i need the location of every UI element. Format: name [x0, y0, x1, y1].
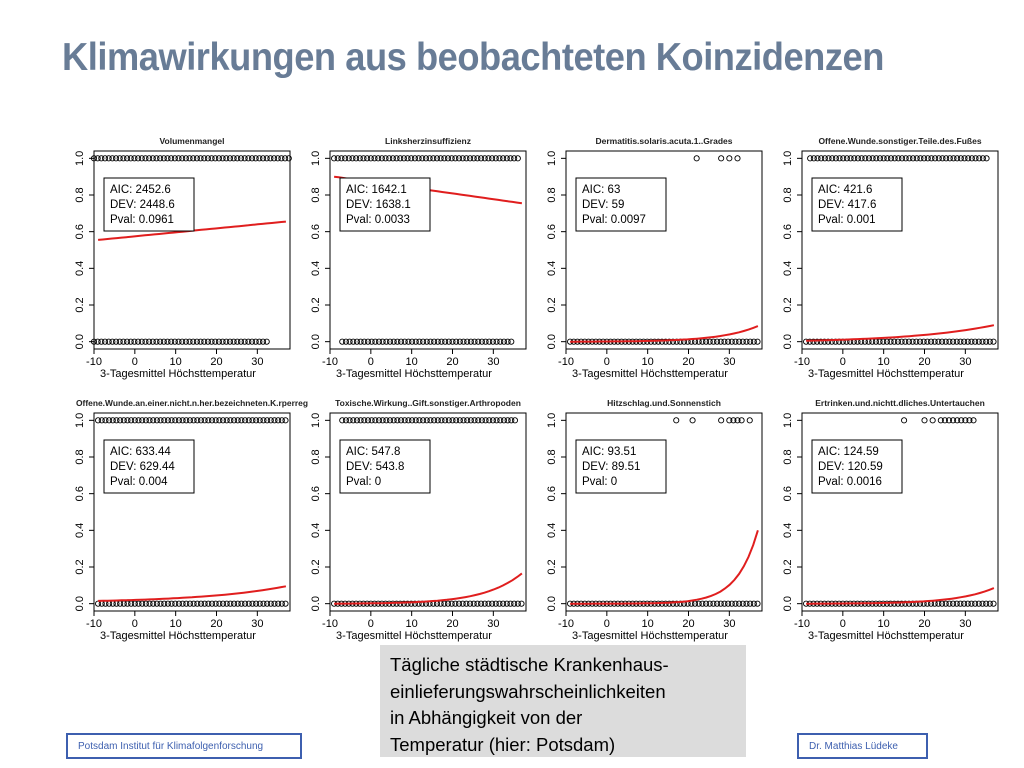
- y-tick-label: 0.4: [74, 522, 86, 538]
- y-tick-label: 0.8: [546, 449, 558, 465]
- y-tick-label: 0.6: [782, 224, 794, 240]
- chart-title: Hitzschlag.und.Sonnenstich: [607, 398, 721, 408]
- y-tick-label: 0.0: [74, 334, 86, 350]
- footer-institute: Potsdam Institut für Klimafolgenforschung: [66, 733, 302, 759]
- y-tick-label: 1.0: [310, 150, 322, 166]
- x-tick-label: 30: [251, 618, 264, 630]
- data-point: [674, 418, 679, 423]
- y-tick-label: 0.6: [782, 486, 794, 502]
- x-tick-label: 30: [723, 618, 736, 630]
- data-point: [519, 601, 524, 606]
- y-tick-label: 0.0: [310, 596, 322, 612]
- chart-svg: [536, 389, 772, 651]
- x-tick-label: 30: [959, 618, 972, 630]
- y-tick-label: 0.8: [74, 187, 86, 203]
- stats-line: DEV: 417.6: [818, 199, 877, 211]
- stats-line: Pval: 0.001: [818, 214, 876, 226]
- y-tick-label: 0.0: [74, 596, 86, 612]
- stats-line: DEV: 629.44: [110, 461, 175, 473]
- stats-line: AIC: 421.6: [818, 184, 873, 196]
- y-tick-label: 0.6: [310, 224, 322, 240]
- stats-line: DEV: 59: [582, 199, 625, 211]
- stats-line: Pval: 0: [346, 476, 382, 488]
- x-tick-label: -10: [86, 356, 102, 368]
- chart-svg: [300, 389, 536, 651]
- chart-panel-offene-wunde-koerperregion: [64, 389, 308, 651]
- stats-line: Pval: 0.004: [110, 476, 168, 488]
- fit-line: [98, 586, 286, 601]
- chart-title: Dermatitis.solaris.acuta.1..Grades: [595, 136, 733, 146]
- y-tick-label: 0.0: [782, 596, 794, 612]
- chart-panel-ertrinken: [772, 389, 1008, 651]
- chart-svg: [772, 389, 1008, 651]
- y-tick-label: 0.6: [310, 486, 322, 502]
- x-tick-label: 0: [603, 356, 610, 368]
- y-tick-label: 0.4: [310, 522, 322, 538]
- y-tick-label: 0.2: [310, 297, 322, 313]
- y-tick-label: 1.0: [310, 412, 322, 428]
- x-tick-label: 20: [446, 618, 459, 630]
- stats-line: AIC: 633.44: [110, 446, 171, 458]
- stats-line: DEV: 543.8: [346, 461, 405, 473]
- y-tick-label: 0.2: [310, 559, 322, 575]
- y-tick-label: 1.0: [74, 150, 86, 166]
- fit-line: [334, 573, 522, 603]
- y-tick-label: 0.8: [310, 187, 322, 203]
- data-point: [512, 418, 517, 423]
- chart-title: Offene.Wunde.sonstiger.Teile.des.Fußes: [818, 136, 982, 146]
- stats-line: AIC: 547.8: [346, 446, 401, 458]
- footer-author: Dr. Matthias Lüdeke: [797, 733, 928, 759]
- y-tick-label: 0.0: [546, 596, 558, 612]
- chart-svg: [772, 127, 1008, 389]
- y-tick-label: 0.4: [74, 260, 86, 276]
- y-tick-label: 0.8: [546, 187, 558, 203]
- fit-line: [570, 530, 758, 603]
- x-axis-label: 3-Tagesmittel Höchsttemperatur: [572, 368, 728, 380]
- data-point: [991, 339, 996, 344]
- y-tick-label: 0.8: [310, 449, 322, 465]
- y-tick-label: 0.2: [74, 297, 86, 313]
- y-tick-label: 1.0: [782, 412, 794, 428]
- y-tick-label: 0.6: [546, 224, 558, 240]
- y-tick-label: 0.6: [74, 224, 86, 240]
- x-axis-label: 3-Tagesmittel Höchsttemperatur: [336, 630, 492, 642]
- x-tick-label: 20: [682, 618, 695, 630]
- x-tick-label: 10: [405, 356, 418, 368]
- chart-title: Ertrinken.und.nichtt.dliches.Untertauchen: [815, 398, 985, 408]
- data-point: [984, 156, 989, 161]
- caption-line: Temperatur (hier: Potsdam): [390, 733, 616, 755]
- chart-grid: [64, 127, 1008, 651]
- chart-panel-hitzschlag: [536, 389, 772, 651]
- x-axis-label: 3-Tagesmittel Höchsttemperatur: [808, 368, 964, 380]
- y-tick-label: 0.8: [782, 187, 794, 203]
- y-tick-label: 0.8: [782, 449, 794, 465]
- x-axis-label: 3-Tagesmittel Höchsttemperatur: [100, 368, 256, 380]
- x-tick-label: -10: [794, 356, 810, 368]
- y-tick-label: 0.2: [74, 559, 86, 575]
- x-tick-label: 20: [210, 618, 223, 630]
- y-tick-label: 1.0: [74, 412, 86, 428]
- chart-svg: [64, 127, 300, 389]
- x-axis-label: 3-Tagesmittel Höchsttemperatur: [336, 368, 492, 380]
- x-axis-label: 3-Tagesmittel Höchsttemperatur: [100, 630, 256, 642]
- data-point: [509, 339, 514, 344]
- x-tick-label: 10: [641, 618, 654, 630]
- chart-svg: [64, 389, 308, 651]
- y-tick-label: 0.4: [546, 260, 558, 276]
- data-point: [719, 418, 724, 423]
- x-tick-label: 10: [877, 618, 890, 630]
- x-tick-label: 30: [251, 356, 264, 368]
- y-tick-label: 0.6: [74, 486, 86, 502]
- x-tick-label: 10: [877, 356, 890, 368]
- caption-line: einlieferungswahrscheinlichkeiten: [390, 680, 666, 702]
- chart-title: Linksherzinsuffizienz: [385, 136, 471, 146]
- x-tick-label: 0: [603, 618, 610, 630]
- x-axis-label: 3-Tagesmittel Höchsttemperatur: [572, 630, 728, 642]
- x-tick-label: 30: [487, 618, 500, 630]
- y-tick-label: 1.0: [782, 150, 794, 166]
- y-tick-label: 0.0: [546, 334, 558, 350]
- data-point: [283, 601, 288, 606]
- data-point: [264, 339, 269, 344]
- chart-title: Offene.Wunde.an.einer.nicht.n.her.bezeichneten.K.rperreg: [76, 398, 308, 408]
- x-tick-label: 0: [839, 356, 846, 368]
- stats-line: AIC: 124.59: [818, 446, 879, 458]
- x-tick-label: 20: [446, 356, 459, 368]
- x-tick-label: 20: [918, 618, 931, 630]
- data-point: [901, 418, 906, 423]
- y-tick-label: 0.2: [546, 297, 558, 313]
- data-point: [747, 418, 752, 423]
- x-axis-label: 3-Tagesmittel Höchsttemperatur: [808, 630, 964, 642]
- chart-panel-linksherzinsuffizienz: [300, 127, 536, 389]
- x-tick-label: -10: [322, 618, 338, 630]
- x-tick-label: 30: [723, 356, 736, 368]
- fit-line: [806, 325, 994, 341]
- x-tick-label: -10: [558, 618, 574, 630]
- y-tick-label: 0.6: [546, 486, 558, 502]
- stats-line: AIC: 63: [582, 184, 621, 196]
- stats-line: DEV: 120.59: [818, 461, 883, 473]
- chart-panel-dermatitis: [536, 127, 772, 389]
- caption-line: Tägliche städtische Krankenhaus-: [390, 654, 669, 675]
- x-tick-label: 10: [405, 618, 418, 630]
- stats-line: Pval: 0.0016: [818, 476, 882, 488]
- chart-svg: [300, 127, 536, 389]
- y-tick-label: 0.2: [782, 559, 794, 575]
- x-tick-label: 20: [918, 356, 931, 368]
- data-point: [735, 156, 740, 161]
- data-point: [690, 418, 695, 423]
- chart-title: Volumenmangel: [159, 136, 225, 146]
- x-tick-label: 10: [169, 618, 182, 630]
- y-tick-label: 0.4: [782, 260, 794, 276]
- caption-line: in Abhängigkeit von der: [390, 707, 583, 728]
- y-tick-label: 1.0: [546, 412, 558, 428]
- x-tick-label: 0: [367, 618, 374, 630]
- caption-box: [380, 645, 746, 757]
- y-tick-label: 0.4: [310, 260, 322, 276]
- stats-line: AIC: 2452.6: [110, 184, 171, 196]
- x-tick-label: -10: [322, 356, 338, 368]
- chart-title: Toxische.Wirkung..Gift.sonstiger.Arthropoden: [335, 398, 521, 408]
- stats-line: Pval: 0.0033: [346, 214, 410, 226]
- data-point: [930, 418, 935, 423]
- data-point: [727, 156, 732, 161]
- chart-panel-toxische-wirkung: [300, 389, 536, 651]
- x-tick-label: 0: [131, 618, 138, 630]
- data-point: [283, 418, 288, 423]
- data-point: [694, 156, 699, 161]
- x-tick-label: 30: [487, 356, 500, 368]
- data-point: [755, 601, 760, 606]
- y-tick-label: 0.8: [74, 449, 86, 465]
- chart-svg: [536, 127, 772, 389]
- stats-line: AIC: 93.51: [582, 446, 637, 458]
- data-point: [922, 418, 927, 423]
- chart-panel-offene-wunde-fuss: [772, 127, 1008, 389]
- chart-panel-volumenmangel: [64, 127, 300, 389]
- x-tick-label: 10: [641, 356, 654, 368]
- y-tick-label: 1.0: [546, 150, 558, 166]
- stats-line: Pval: 0: [582, 476, 618, 488]
- data-point: [719, 156, 724, 161]
- x-tick-label: 20: [210, 356, 223, 368]
- stats-line: DEV: 1638.1: [346, 199, 411, 211]
- y-tick-label: 0.0: [782, 334, 794, 350]
- stats-line: DEV: 89.51: [582, 461, 641, 473]
- stats-line: AIC: 1642.1: [346, 184, 407, 196]
- x-tick-label: 10: [169, 356, 182, 368]
- data-point: [991, 601, 996, 606]
- y-tick-label: 0.4: [782, 522, 794, 538]
- x-tick-label: 0: [839, 618, 846, 630]
- x-tick-label: 0: [131, 356, 138, 368]
- slide-title: Klimawirkungen aus beobachteten Koinzidenzen: [62, 36, 884, 79]
- y-tick-label: 0.0: [310, 334, 322, 350]
- x-tick-label: 30: [959, 356, 972, 368]
- data-point: [286, 156, 291, 161]
- data-point: [515, 156, 520, 161]
- stats-line: DEV: 2448.6: [110, 199, 175, 211]
- stats-line: Pval: 0.0097: [582, 214, 646, 226]
- x-tick-label: -10: [86, 618, 102, 630]
- y-tick-label: 0.2: [546, 559, 558, 575]
- stats-line: Pval: 0.0961: [110, 214, 174, 226]
- y-tick-label: 0.2: [782, 297, 794, 313]
- y-tick-label: 0.4: [546, 522, 558, 538]
- data-point: [755, 339, 760, 344]
- x-tick-label: 0: [367, 356, 374, 368]
- x-tick-label: 20: [682, 356, 695, 368]
- x-tick-label: -10: [794, 618, 810, 630]
- x-tick-label: -10: [558, 356, 574, 368]
